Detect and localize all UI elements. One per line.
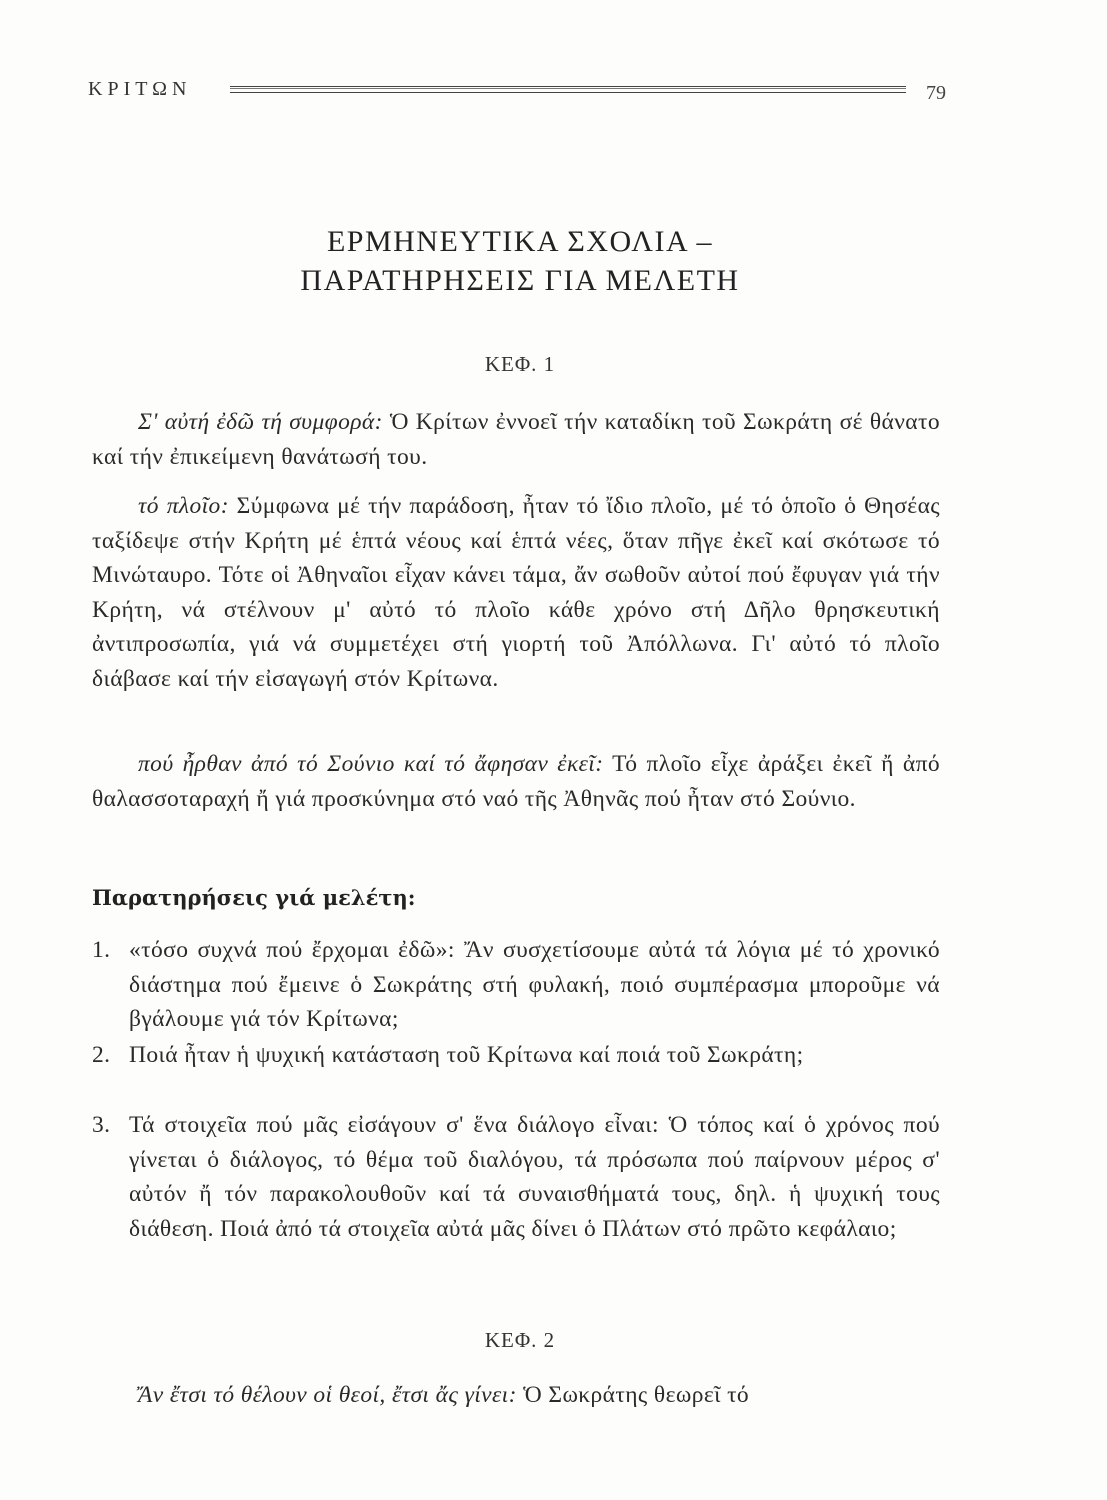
section-title-line-2: ΠΑΡΑΤΗΡΗΣΕΙΣ ΓΙΑ ΜΕΛΕΤΗ — [300, 264, 740, 297]
observation-item — [92, 933, 940, 1037]
observations-heading: Παρατηρήσεις γιά μελέτη: — [92, 885, 416, 910]
observation-item — [92, 1038, 940, 1073]
page-number: 79 — [926, 82, 946, 104]
note-text: Ὁ Κρίτων ἐννοεῖ τήν καταδίκη τοῦ Σωκράτη σέ θάνατο καί τήν ἐπικείμενη θανάτωσή του. — [92, 409, 940, 470]
note-lemma: Σ' αὐτή ἐδῶ τή συμφορά: — [138, 409, 383, 435]
observation-text: «τόσο συχνά πού ἔρχομαι ἐδῶ»: Ἄν συσχετίσουμε αὐτά τά λόγια μέ τό χρονικό διάστημα πού ἔμεινε ὁ Σωκράτης στή φυλακή, ποιό συμπέρασμα μποροῦμε νά βγάλουμε γιά τόν Κρίτωνα; — [129, 937, 940, 1032]
running-header — [88, 78, 946, 108]
commentary-note — [92, 1378, 940, 1413]
commentary-note — [92, 489, 940, 696]
observation-number: 1. — [92, 937, 111, 963]
note-lemma: Ἄν ἔτσι τό θέλουν οἱ θεοί, ἔτσι ἄς γίνει: — [138, 1382, 517, 1408]
note-lemma: πού ἦρθαν ἀπό τό Σούνιο καί τό ἄφησαν ἐκεῖ: — [138, 751, 604, 777]
observation-number: 3. — [92, 1112, 111, 1138]
chapter-1-heading: ΚΕΦ. 1 — [484, 352, 556, 376]
running-header-title: ΚΡΙΤΩΝ — [88, 78, 192, 100]
header-rule — [230, 86, 906, 93]
note-lemma: τό πλοῖο: — [138, 493, 229, 519]
commentary-note — [92, 405, 940, 474]
note-text: Σύμφωνα μέ τήν παράδοση, ἦταν τό ἴδιο πλοῖο, μέ τό ὁποῖο ὁ Θησέας ταξίδεψε στήν Κρήτη μέ ἑπτά νέους καί ἑπτά νέες, ὅταν πῆγε ἐκεῖ καί σκότωσε τό Μινώταυρο. Τότε οἱ Ἀθηναῖοι εἶχαν κάνει τάμα, ἄν σωθοῦν αὐτοί πού ἔφυγαν γιά τήν Κρήτη, νά στέλνουν μ' αὐτό τό πλοῖο κάθε χρόνο στή Δῆλο θρησκευτική ἀντιπροσωπία, γιά νά συμμετέχει στή γιορτή τοῦ Ἀπόλλωνα. Γι' αὐτό τό πλοῖο διάβασε καί τήν εἰσαγωγή στόν Κρίτωνα. — [92, 493, 940, 692]
chapter-2-heading: ΚΕΦ. 2 — [484, 1328, 556, 1352]
commentary-note — [92, 747, 940, 816]
observation-text: Ποιά ἦταν ἡ ψυχική κατάσταση τοῦ Κρίτωνα καί ποιά τοῦ Σωκράτη; — [129, 1042, 804, 1068]
observation-item — [92, 1108, 940, 1246]
note-text: Ὁ Σωκράτης θεωρεῖ τό — [516, 1382, 750, 1408]
observation-text: Τά στοιχεῖα πού μᾶς εἰσάγουν σ' ἕνα διάλογο εἶναι: Ὁ τόπος καί ὁ χρόνος πού γίνεται ὁ διάλογος, τό θέμα τοῦ διαλόγου, τά πρόσωπα πού παίρνουν μέρος σ' αὐτόν ἤ τόν παρακολουθοῦν καί τά συναισθήματά τους, δηλ. ἡ ψυχική τους διάθεση. Ποιά ἀπό τά στοιχεῖα αὐτά μᾶς δίνει ὁ Πλάτων στό πρῶτο κεφάλαιο; — [129, 1112, 940, 1242]
observation-number: 2. — [92, 1042, 111, 1068]
note-text: Τό πλοῖο εἶχε ἀράξει ἐκεῖ ἤ ἀπό θαλασσοταραχή ἤ γιά προσκύνημα στό ναό τῆς Ἀθηνᾶς πού ἦταν στό Σούνιο. — [92, 751, 940, 812]
section-title-line-1: ΕΡΜΗΝΕΥΤΙΚΑ ΣΧΟΛΙΑ – — [326, 225, 714, 258]
